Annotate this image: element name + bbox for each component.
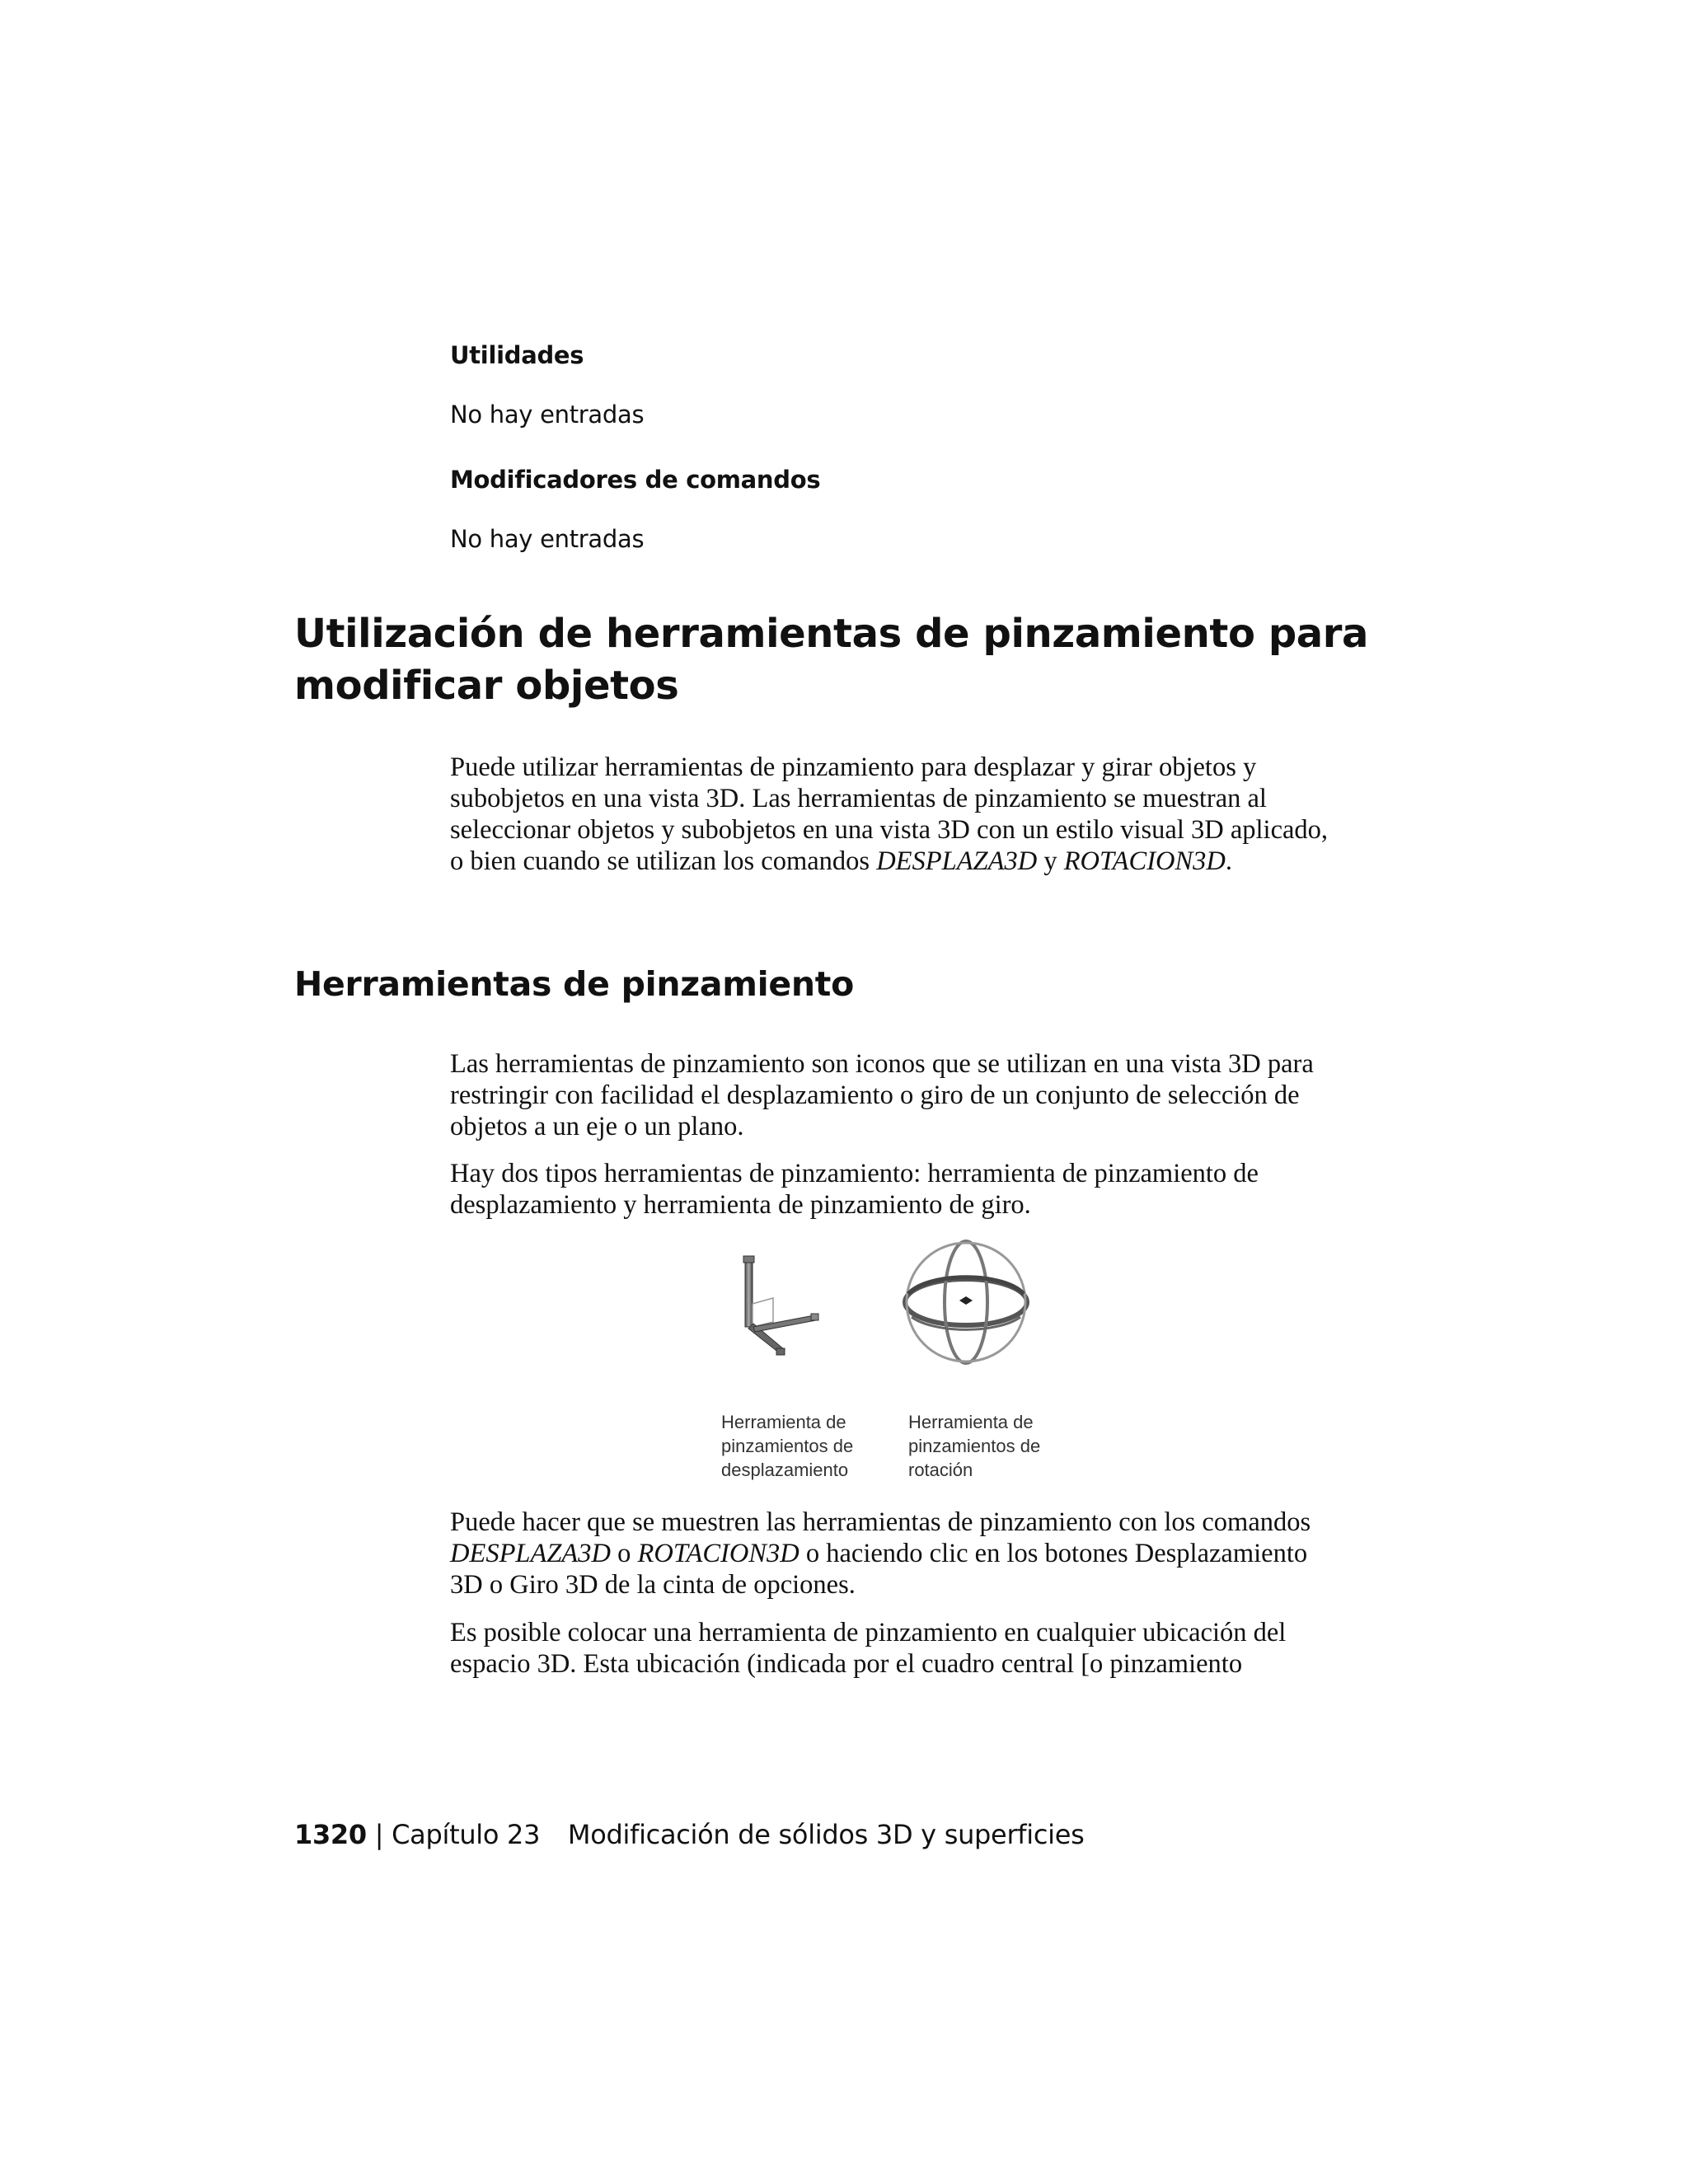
para3-text-end: o haciendo clic en los botones Desplazamiento 3D o Giro 3D de la cinta de opciones. [450, 1539, 1308, 1600]
modificadores-body: No hay entradas [450, 525, 645, 553]
intro-text-end: . [1225, 846, 1233, 876]
caption-move-line2: pinzamientos de [721, 1436, 854, 1456]
caption-rotate-line2: pinzamientos de [908, 1436, 1041, 1456]
main-heading-line1: Utilización de herramientas de pinzamiento para [294, 611, 1369, 657]
intro-text: Puede utilizar herramientas de pinzamiento para desplazar y girar objetos y subobjetos en una vista 3D. Las herramientas de pinzamiento se muestran al seleccionar objetos y subobjetos en una vista 3D con un estilo visual 3D aplicado, o bien cuando se utilizan los comandos [450, 752, 1329, 876]
cmd-desplaza3d: DESPLAZA3D [876, 846, 1038, 876]
footer-separator: | [374, 1819, 384, 1850]
paragraph-types: Hay dos tipos herramientas de pinzamiento: herramienta de pinzamiento de desplazamiento y herramienta de pinzamiento de giro. [450, 1159, 1259, 1220]
section-heading: Herramientas de pinzamiento [294, 964, 854, 1004]
main-heading-line2: modificar objetos [294, 663, 679, 709]
intro-text-mid: y [1037, 846, 1064, 876]
page-footer [294, 1819, 1085, 1850]
intro-paragraph [450, 752, 1332, 877]
para3-cmd-rotacion3d: ROTACION3D [637, 1539, 799, 1568]
cmd-rotacion3d: ROTACION3D [1063, 846, 1226, 876]
utilidades-body: No hay entradas [450, 401, 645, 429]
caption-rotate-gizmo [908, 1410, 1040, 1482]
para3-cmd-desplaza3d: DESPLAZA3D [450, 1539, 611, 1568]
caption-move-gizmo [721, 1410, 853, 1482]
rotate-gizmo-figure [900, 1236, 1032, 1368]
caption-move-line1: Herramienta de [721, 1412, 846, 1432]
paragraph-display [450, 1507, 1332, 1601]
utilidades-heading: Utilidades [450, 341, 584, 369]
footer-chapter: Capítulo 23 [392, 1819, 541, 1850]
caption-rotate-line1: Herramienta de [908, 1412, 1034, 1432]
main-heading [294, 608, 1368, 712]
para3-text-mid: o [611, 1539, 638, 1568]
caption-rotate-line3: rotación [908, 1460, 973, 1480]
move-gizmo-figure [725, 1253, 832, 1368]
modificadores-heading: Modificadores de comandos [450, 466, 821, 494]
paragraph-definition: Las herramientas de pinzamiento son iconos que se utilizan en una vista 3D para restringir con facilidad el desplazamiento o giro de un conjunto de selección de objetos a un eje o un plano. [450, 1049, 1314, 1141]
footer-chapter-title: Modificación de sólidos 3D y superficies [567, 1819, 1085, 1850]
para3-text: Puede hacer que se muestren las herramientas de pinzamiento con los comandos [450, 1507, 1311, 1537]
paragraph-location: Es posible colocar una herramienta de pinzamiento en cualquier ubicación del espacio 3D. Esta ubicación (indicada por el cuadro central [o pinzamiento [450, 1618, 1287, 1679]
page-number: 1320 [294, 1819, 367, 1850]
caption-move-line3: desplazamiento [721, 1460, 849, 1480]
